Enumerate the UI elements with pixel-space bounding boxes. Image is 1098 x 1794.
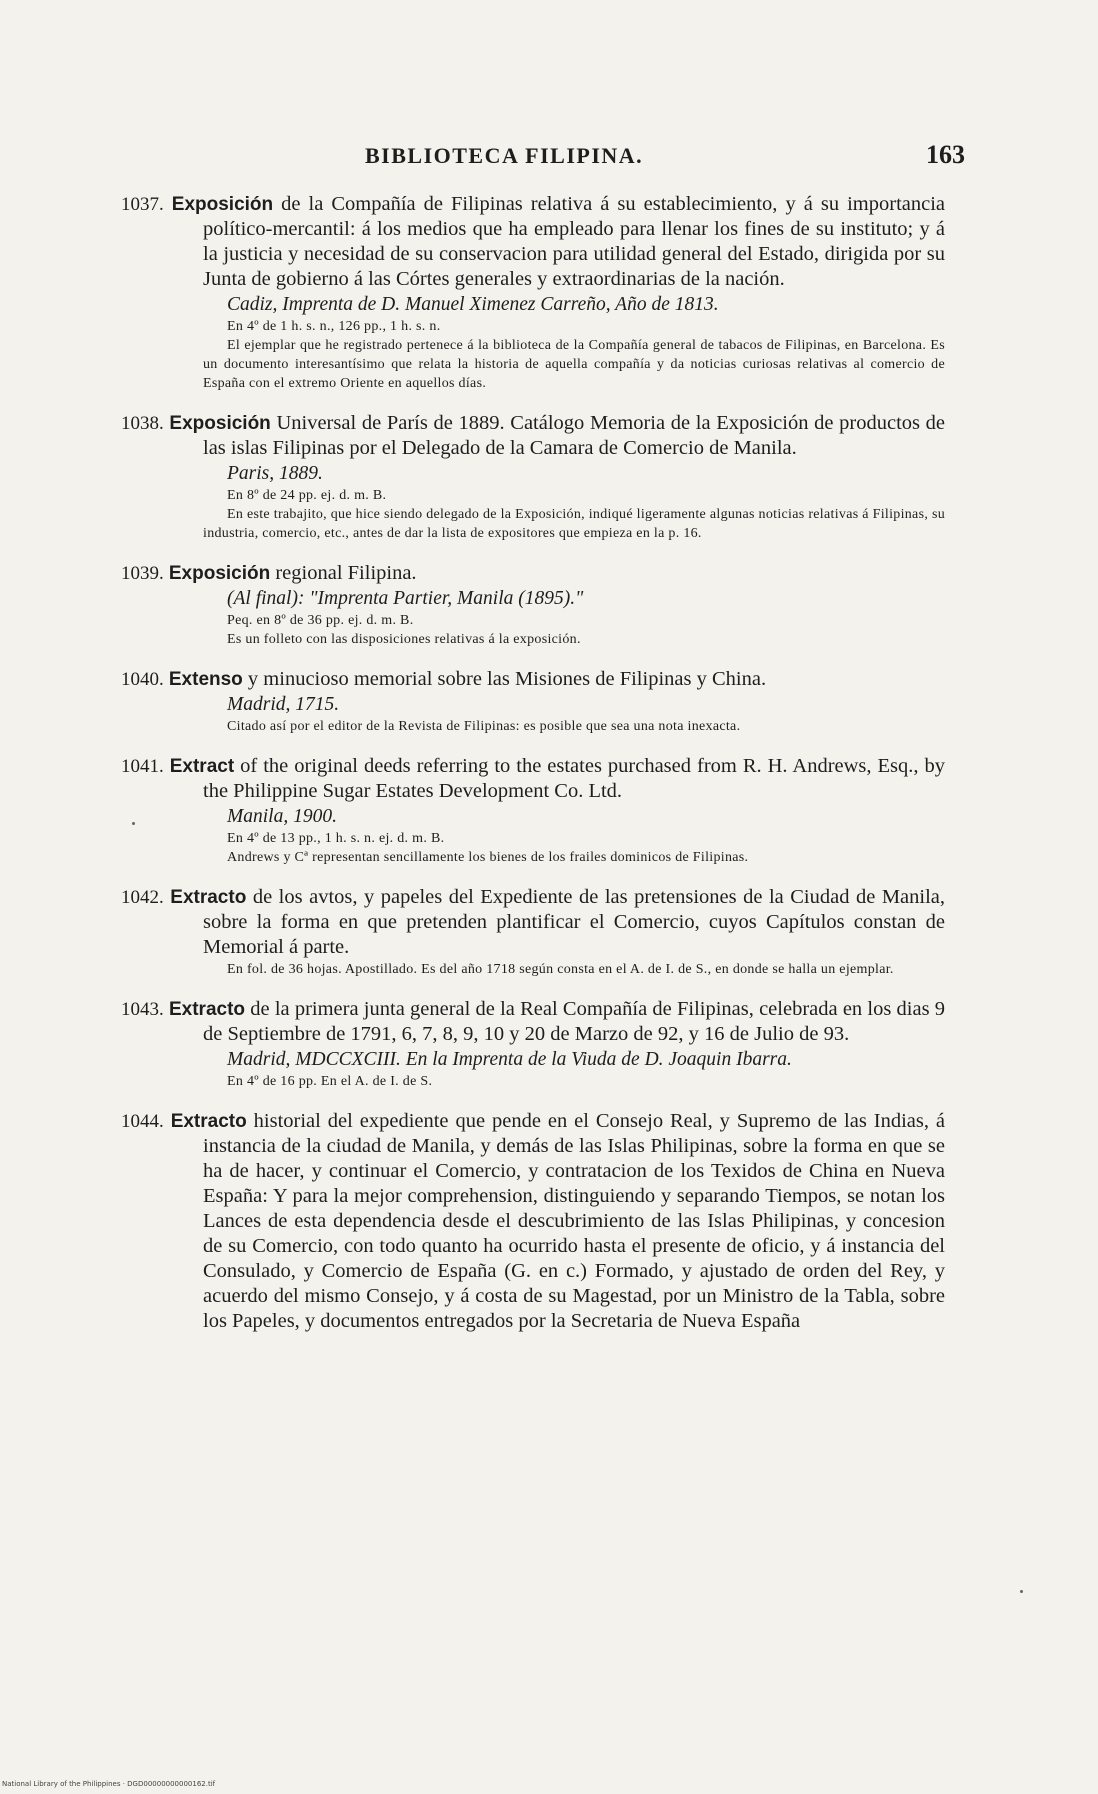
- entry-note: En este trabajito, que hice siendo delegado de la Exposición, indiqué ligeramente algunas noticias relativas á Filipinas, su industria, comercio, etc., antes de dar la lista de expositores que empieza en la p. 16.: [203, 507, 945, 541]
- entry-number: 1044.: [121, 1111, 164, 1132]
- entry-imprint: (Al final): "Imprenta Partier, Manila (1895).": [227, 588, 584, 609]
- entry-1038: [120, 411, 945, 543]
- entry-number: 1042.: [121, 887, 164, 908]
- entry-body: y minucioso memorial sobre las Misiones de Filipinas y China.: [247, 668, 767, 690]
- entry-heading: Extracto: [170, 1111, 247, 1132]
- entry-imprint: Manila, 1900.: [227, 806, 337, 827]
- entry-imprint: Paris, 1889.: [227, 463, 323, 484]
- entry-note: Es un folleto con las disposiciones relativas á la exposición.: [227, 632, 581, 647]
- entry-imprint: Madrid, 1715.: [227, 694, 340, 715]
- page-number: 163: [926, 140, 965, 169]
- entry-main-text: [121, 1109, 945, 1334]
- entry-main-text: [121, 997, 945, 1047]
- entry-number: 1039.: [121, 563, 164, 584]
- entry-main-text: [121, 885, 945, 960]
- entry-heading: Extracto: [168, 999, 246, 1020]
- entry-main-text: [121, 667, 945, 692]
- entry-body: de los avtos, y papeles del Expediente de las pretensiones de la Ciudad de Manila, sobre la forma en que pretenden plantificar el Comercio, cuyos Capítulos constan de Memorial á parte.: [203, 886, 946, 958]
- entry-note: El ejemplar que he registrado pertenece á la biblioteca de la Compañía general de tabacos de Filipinas, en Barcelona. Es un documento interesantísimo que relata la historia de aquella compañía y da noticias curiosas relativas al comercio de España con el extremo Oriente en aquellos días.: [203, 338, 945, 391]
- entry-body: Universal de París de 1889. Catálogo Memoria de la Exposición de productos de las islas Filipinas por el Delegado de la Camara de Comercio de Manila.: [203, 412, 946, 459]
- entry-number: 1041.: [121, 756, 164, 777]
- entry-imprint: Cadiz, Imprenta de D. Manuel Ximenez Carreño, Año de 1813.: [227, 294, 719, 315]
- entry-note: Andrews y Cª representan sencillamente los bienes de los frailes dominicos de Filipinas.: [227, 850, 749, 865]
- entry-1041: [120, 754, 945, 867]
- entry-heading: Exposición: [168, 563, 271, 584]
- entry-1040: [120, 667, 945, 736]
- entry-heading: Exposición: [171, 194, 274, 215]
- entry-main-text: [121, 754, 945, 804]
- page-header: [365, 140, 965, 170]
- entry-note: En fol. de 36 hojas. Apostillado. Es del año 1718 según consta en el A. de I. de S., en donde se halla un ejemplar.: [227, 962, 894, 977]
- scan-credit: National Library of the Philippines · DGD00000000000162.tif: [2, 1780, 216, 1788]
- entry-body: de la Compañía de Filipinas relativa á su establecimiento, y á su importancia político-mercantil: á los medios que ha empleado para llenar los fines de su instituto; y á la justicia y necesidad de su conservacion para utilidad general del Estado, dirigida por su Junta de gobierno á las Córtes generales y extraordinarias de la nación.: [203, 193, 946, 290]
- entry-note: Citado así por el editor de la Revista de Filipinas: es posible que sea una nota inexacta.: [227, 719, 741, 734]
- entry-main-text: [121, 561, 945, 586]
- entry-description: En 4º de 13 pp., 1 h. s. n. ej. d. m. B.: [227, 831, 445, 846]
- entry-1043: [120, 997, 945, 1091]
- entry-main-text: [121, 192, 945, 292]
- entry-number: 1043.: [121, 999, 164, 1020]
- entry-main-text: [121, 411, 945, 461]
- running-title: BIBLIOTECA FILIPINA.: [365, 143, 644, 168]
- entry-1039: [120, 561, 945, 649]
- entry-description: Peq. en 8º de 36 pp. ej. d. m. B.: [227, 613, 414, 628]
- entry-1044: [120, 1109, 945, 1334]
- entry-1037: [120, 192, 945, 393]
- entry-imprint: Madrid, MDCCXCIII. En la Imprenta de la Viuda de D. Joaquin Ibarra.: [227, 1049, 792, 1070]
- entry-description: En 4º de 1 h. s. n., 126 pp., 1 h. s. n.: [227, 319, 441, 334]
- entry-heading: Extract: [169, 756, 235, 777]
- entry-number: 1038.: [121, 413, 164, 434]
- print-speck: [1020, 1590, 1023, 1593]
- entry-heading: Exposición: [169, 413, 271, 434]
- print-speck: [132, 822, 135, 825]
- entry-heading: Extracto: [170, 887, 247, 908]
- entries-list: [120, 192, 945, 1352]
- entry-description: En 4º de 16 pp. En el A. de I. de S.: [227, 1074, 433, 1089]
- entry-body: de la primera junta general de la Real Compañía de Filipinas, celebrada en los dias 9 de Septiembre de 1791, 6, 7, 8, 9, 10 y 20 de Marzo de 92, y 16 de Julio de 93.: [203, 998, 946, 1045]
- entry-number: 1037.: [121, 194, 164, 215]
- entry-body: regional Filipina.: [275, 562, 417, 584]
- entry-heading: Extenso: [168, 669, 243, 690]
- entry-1042: [120, 885, 945, 979]
- entry-body: of the original deeds referring to the estates purchased from R. H. Andrews, Esq., by the Philippine Sugar Estates Development Co. Ltd.: [203, 755, 945, 802]
- entry-description: En 8º de 24 pp. ej. d. m. B.: [227, 488, 387, 503]
- entry-number: 1040.: [121, 669, 164, 690]
- entry-body: historial del expediente que pende en el Consejo Real, y Supremo de las Indias, á instancia de la ciudad de Manila, y demás de las Islas Philipinas, sobre la forma en que se ha de hacer, y continuar el Comercio, y contratacion de los Texidos de China en Nueva España: Y para la mejor comprehension, distinguiendo y separando Tiempos, se notan los Lances de esta dependencia desde el descubrimiento de las Islas Philipinas, y concesion de su Comercio, con todo quanto ha ocurrido hasta el presente de oficio, y á instancia del Consulado, y Comercio de España (G. en c.) Formado, y ajustado de orden del Rey, y acuerdo del mismo Consejo, y á costa de su Magestad, por un Ministro de la Tabla, sobre los Papeles, y documentos entregados por la Secretaria de Nueva España: [203, 1110, 946, 1332]
